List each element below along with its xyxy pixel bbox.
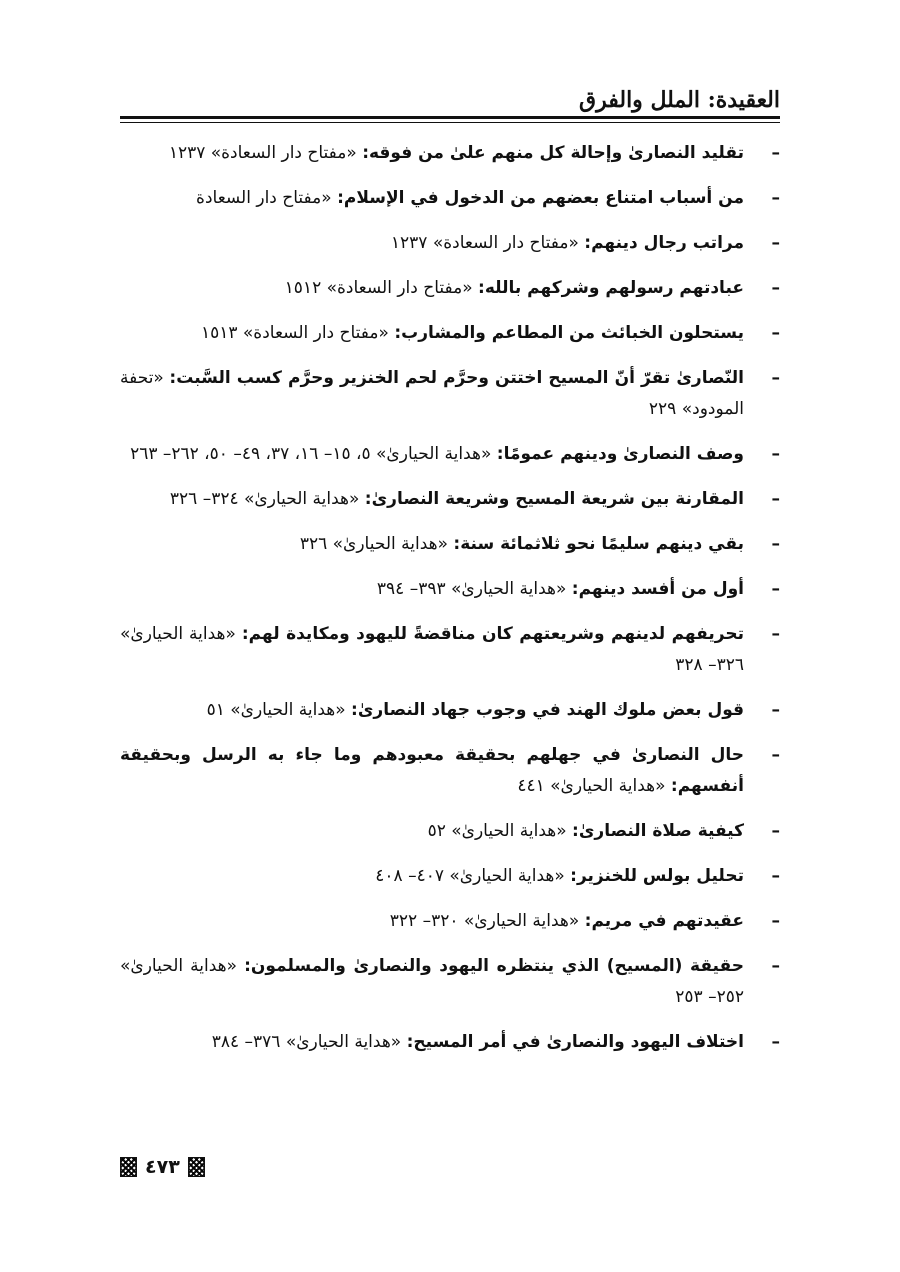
entry-dash: – [771,233,780,253]
entry-reference: «هداية الحيارىٰ» ٤٤١ [517,776,671,796]
header-rule-thin [120,122,780,123]
index-entry [120,273,780,304]
entry-topic: بقي دينهم سليمًا نحو ثلاثمائة سنة: [453,534,744,554]
header-rule-thick [120,116,780,119]
entry-dash: – [771,1032,780,1052]
index-entry [120,228,780,259]
entry-dash: – [771,188,780,208]
index-entry [120,363,780,425]
entry-dash: – [771,821,780,841]
entry-dash: – [771,444,780,464]
entry-topic: مراتب رجال دينهم: [584,233,744,253]
entry-dash: – [771,534,780,554]
index-entry [120,318,780,349]
entry-reference: «مفتاح دار السعادة» ١٥١٢ [284,278,479,298]
index-entry [120,861,780,892]
entry-reference: «مفتاح دار السعادة [196,188,338,208]
entry-dash: – [771,866,780,886]
header-title: العقيدة: الملل والفرق [579,87,780,113]
entry-reference: «هداية الحيارىٰ» ٣٢٦– ٣٢٨ [120,624,744,675]
entry-dash: – [771,579,780,599]
entry-reference: «هداية الحيارىٰ» ٣٩٣– ٣٩٤ [376,579,572,599]
entry-dash: – [771,323,780,343]
entry-dash: – [771,143,780,163]
entry-dash: – [771,911,780,931]
entry-reference: «تحفة المودود» ٢٢٩ [120,368,744,419]
entry-topic: تحليل بولس للخنزير: [570,866,744,886]
index-entry [120,1027,780,1058]
entry-reference: «مفتاح دار السعادة» ١٥١٣ [200,323,395,343]
ornament-icon [120,1157,137,1177]
index-entry [120,619,780,681]
index-entry [120,906,780,937]
index-entry [120,484,780,515]
entry-dash: – [771,278,780,298]
entry-reference: «هداية الحيارىٰ» ٣٢٦ [299,534,454,554]
entry-topic: اختلاف اليهود والنصارىٰ في أمر المسيح: [406,1032,744,1052]
entry-reference: «هداية الحيارىٰ» ٣٢٤– ٣٢٦ [169,489,365,509]
entry-topic: حقيقة (المسيح) الذي ينتظره اليهود والنصارىٰ والمسلمون: [244,956,744,976]
page-folio [120,1152,205,1182]
entry-topic: تحريفهم لدينهم وشريعتهم كان مناقضةً لليهود ومكايدة لهم: [241,624,744,644]
entry-dash: – [771,368,780,388]
entry-dash: – [771,624,780,644]
entry-reference: «هداية الحيارىٰ» ٤٠٧– ٤٠٨ [375,866,571,886]
entry-topic: أول من أفسد دينهم: [571,579,744,599]
entry-topic: النّصارىٰ تقرّ أنّ المسيح اختتن وحرَّم لحم الخنزير وحرَّم كسب السَّبت: [169,368,744,388]
entry-topic: قول بعض ملوك الهند في وجوب جهاد النصارىٰ: [351,700,744,720]
entry-dash: – [771,489,780,509]
entry-topic: المقارنة بين شريعة المسيح وشريعة النصارىٰ: [364,489,744,509]
entry-topic: كيفية صلاة النصارىٰ: [572,821,744,841]
entry-dash: – [771,745,780,765]
entry-topic: تقليد النصارىٰ وإحالة كل منهم علىٰ من فوقه: [362,143,744,163]
entry-topic: عبادتهم رسولهم وشركهم بالله: [478,278,744,298]
entry-reference: «هداية الحيارىٰ» ٥١ [206,700,352,720]
entry-reference: «هداية الحيارىٰ» ٥، ١٥– ١٦، ٣٧، ٤٩– ٥٠، ٢٦٢– ٢٦٣ [130,444,497,464]
entry-reference: «مفتاح دار السعادة» ١٢٣٧ [390,233,585,253]
index-entry-list [120,138,780,1072]
entry-dash: – [771,700,780,720]
index-entry [120,574,780,605]
index-entry [120,951,780,1013]
entry-topic: عقيدتهم في مريم: [584,911,744,931]
entry-topic: من أسباب امتناع بعضهم من الدخول في الإسلام: [337,188,744,208]
running-header [120,80,780,126]
index-entry [120,529,780,560]
entry-reference: «هداية الحيارىٰ» ٢٥٢– ٢٥٣ [120,956,744,1007]
entry-reference: «هداية الحيارىٰ» ٣٢٠– ٣٢٢ [389,911,585,931]
index-entry [120,439,780,470]
entry-dash: – [771,956,780,976]
index-entry [120,183,780,214]
ornament-icon [188,1157,205,1177]
index-entry [120,816,780,847]
index-entry [120,138,780,169]
entry-reference: «مفتاح دار السعادة» ١٢٣٧ [168,143,363,163]
index-entry [120,695,780,726]
entry-reference: «هداية الحيارىٰ» ٣٧٦– ٣٨٤ [211,1032,407,1052]
page-number: ٤٧٣ [145,1156,180,1178]
entry-topic: حال النصارىٰ في جهلهم بحقيقة معبودهم وما جاء به الرسل وبحقيقة أنفسهم: [120,745,744,796]
entry-topic: وصف النصارىٰ ودينهم عمومًا: [496,444,744,464]
entry-reference: «هداية الحيارىٰ» ٥٢ [427,821,573,841]
entry-topic: يستحلون الخبائث من المطاعم والمشارب: [394,323,744,343]
index-entry [120,740,780,802]
